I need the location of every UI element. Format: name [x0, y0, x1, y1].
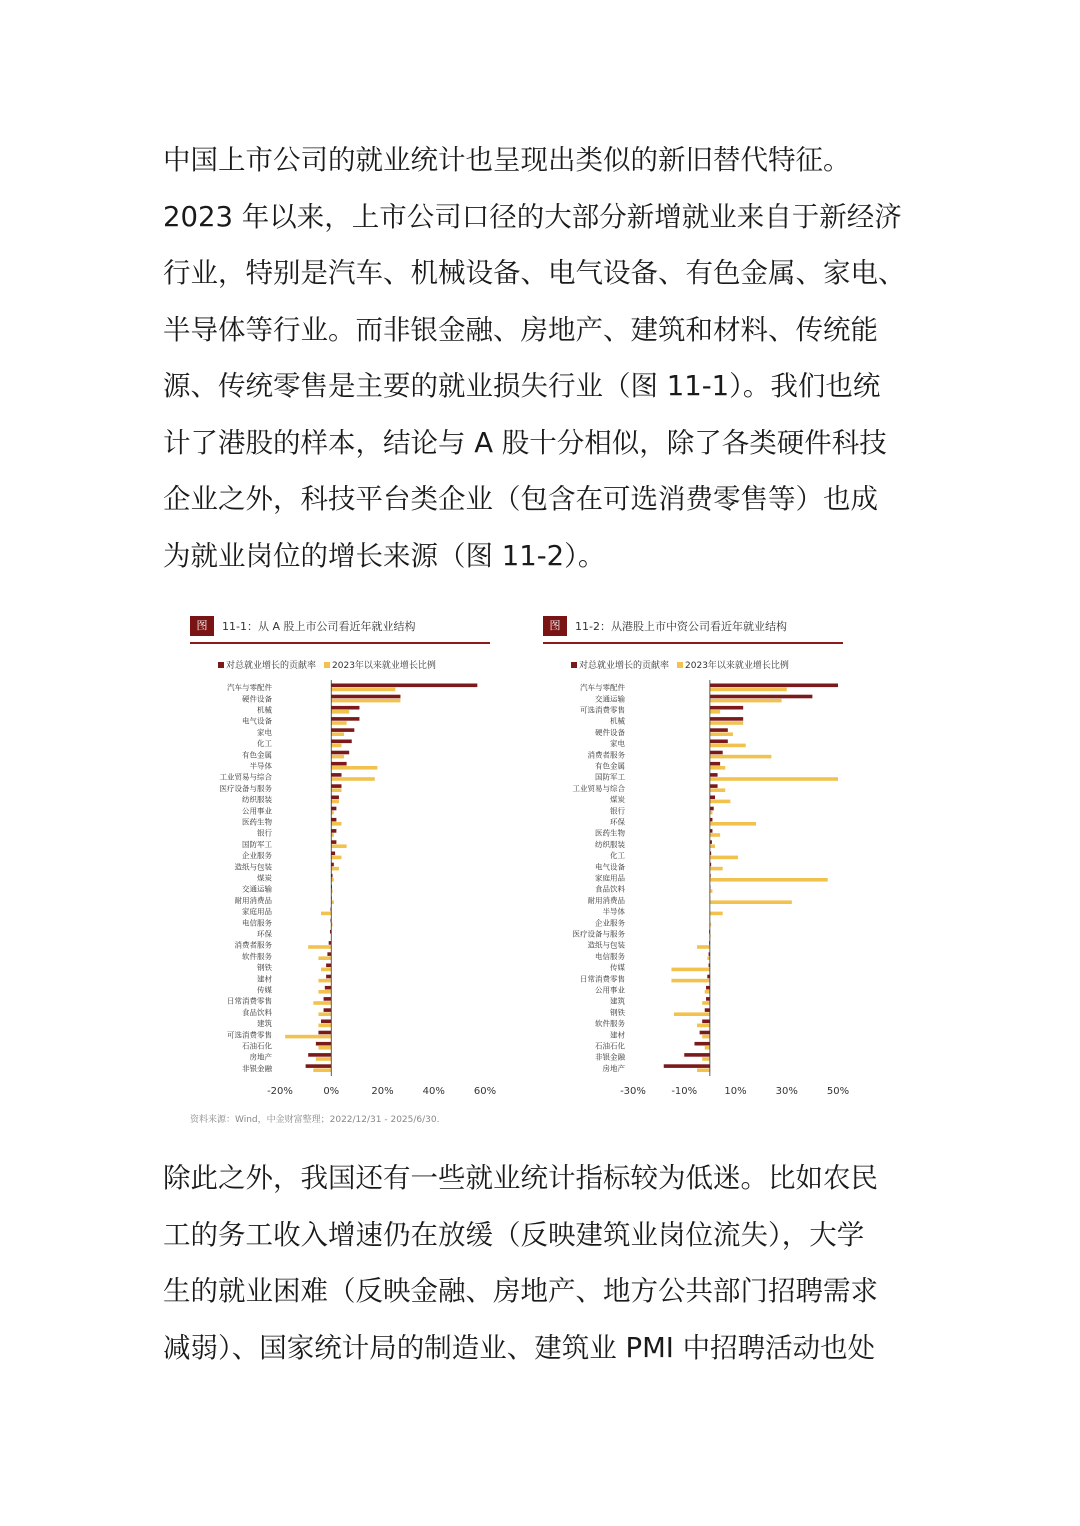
bar-contribution: [710, 762, 720, 766]
category-label: 消费者服务: [587, 750, 625, 760]
bar-contribution: [710, 784, 718, 788]
bar-contribution: [706, 986, 710, 990]
category-label: 电信服务: [242, 918, 272, 928]
bar-ratio: [331, 755, 344, 759]
x-tick-label: -10%: [671, 1086, 698, 1097]
category-label: 交通运输: [595, 694, 625, 704]
bar-ratio: [331, 710, 349, 714]
bar-ratio: [710, 755, 772, 759]
bar-ratio: [697, 1024, 710, 1028]
bar-ratio: [331, 800, 339, 804]
text-line: 为就业岗位的增长来源（图 11-2）。: [163, 539, 606, 572]
x-tick-label: 20%: [371, 1086, 394, 1097]
bar-ratio: [331, 856, 341, 860]
bar-contribution: [705, 1008, 710, 1012]
bar-ratio: [710, 788, 725, 792]
legend-swatch-ratio: [324, 662, 330, 668]
bar-ratio: [705, 990, 710, 994]
bar-contribution: [331, 695, 400, 699]
x-tick-label: 10%: [724, 1086, 747, 1097]
x-tick-label: 0%: [323, 1086, 340, 1097]
bar-ratio: [710, 856, 738, 860]
category-label: 银行: [257, 828, 272, 838]
bar-contribution: [321, 1020, 331, 1024]
figure-title-bar: [190, 606, 490, 644]
bar-ratio: [318, 1024, 331, 1028]
category-label: 企业服务: [595, 918, 625, 928]
bar-contribution: [331, 818, 336, 822]
bar-ratio: [331, 844, 346, 848]
bar-contribution: [710, 773, 718, 777]
legend-swatch-ratio: [677, 662, 683, 668]
figure-tag: 图: [190, 616, 214, 636]
bar-ratio: [331, 867, 339, 871]
bar-contribution: [324, 997, 332, 1001]
bar-ratio: [710, 777, 838, 781]
bar-ratio: [316, 1057, 331, 1061]
bar-contribution: [664, 1064, 710, 1068]
category-label: 日常消费零售: [227, 996, 272, 1006]
bar-contribution: [331, 684, 477, 688]
bar-ratio: [331, 777, 375, 781]
legend-label-contribution: 对总就业增长的贡献率: [579, 661, 670, 671]
category-label: 有色金属: [595, 761, 625, 771]
x-tick-label: 40%: [422, 1086, 445, 1097]
bar-ratio: [321, 968, 331, 972]
category-label: 机械: [257, 705, 272, 715]
bar-ratio: [318, 1046, 331, 1050]
category-label: 房地产: [249, 1052, 272, 1062]
category-label: 半导体: [249, 761, 272, 771]
bar-ratio: [710, 912, 723, 916]
text-line: 工的务工收入增速仍在放缓（反映建筑业岗位流失），大学: [163, 1218, 865, 1251]
bar-ratio: [710, 721, 743, 725]
category-label: 公用事业: [595, 985, 625, 995]
text-line: 除此之外，我国还有一些就业统计指标较为低迷。比如农民: [163, 1162, 878, 1194]
bar-contribution: [331, 807, 336, 811]
category-label: 可选消费零售: [227, 1030, 272, 1040]
bar-contribution: [331, 706, 359, 710]
category-label: 煤炭: [610, 795, 625, 805]
bar-contribution: [316, 1042, 331, 1046]
bar-contribution: [331, 829, 336, 833]
bar-contribution: [710, 695, 813, 699]
figure-title: 11-2：从港股上市中资公司看近年就业结构: [575, 620, 787, 633]
bar-contribution: [700, 1031, 710, 1035]
category-label: 工业贸易与综合: [219, 772, 272, 782]
category-label: 食品饮料: [595, 884, 625, 894]
bar-contribution: [318, 1031, 331, 1035]
text-line: 中国上市公司的就业统计也呈现出类似的新旧替代特征。: [163, 144, 851, 176]
category-label: 钢铁: [610, 1007, 625, 1017]
category-label: 公用事业: [242, 806, 272, 816]
category-label: 电气设备: [242, 716, 272, 726]
category-label: 国防军工: [595, 772, 625, 782]
category-label: 半导体: [602, 907, 625, 917]
bar-contribution: [710, 751, 723, 755]
category-label: 环保: [257, 929, 272, 939]
x-tick-label: 50%: [826, 1086, 850, 1097]
category-label: 传媒: [257, 985, 272, 995]
bar-ratio: [318, 1012, 331, 1016]
bar-contribution: [325, 986, 331, 990]
bar-contribution: [706, 997, 710, 1001]
category-label: 家庭用品: [242, 907, 272, 917]
bar-ratio: [710, 800, 731, 804]
category-label: 食品饮料: [242, 1007, 272, 1017]
paragraph-2: [163, 1150, 923, 1376]
bar-ratio: [710, 688, 787, 692]
bar-contribution: [331, 728, 354, 732]
category-label: 家电: [257, 727, 272, 737]
bar-ratio: [331, 788, 341, 792]
bar-ratio: [674, 1012, 710, 1016]
bar-ratio: [710, 833, 720, 837]
category-label: 建材: [257, 974, 272, 984]
category-label: 软件服务: [242, 951, 272, 961]
bar-ratio: [308, 945, 331, 949]
bar-contribution: [306, 1064, 332, 1068]
bar-ratio: [671, 979, 709, 983]
bar-contribution: [710, 706, 743, 710]
category-label: 可选消费零售: [580, 705, 625, 715]
text-line: 源、传统零售是主要的就业损失行业（图 11-1）。我们也统: [163, 370, 881, 402]
source-note: 资料来源：Wind，中金财富整理；2022/12/31 - 2025/6/30.: [190, 1115, 440, 1125]
category-label: 耐用消费品: [234, 895, 272, 905]
bar-ratio: [710, 878, 828, 882]
bar-contribution: [326, 975, 331, 979]
category-label: 国防军工: [242, 839, 272, 849]
text-line: 生的就业困难（反映金融、房地产、地方公共部门招聘需求: [163, 1275, 878, 1307]
bar-ratio: [331, 822, 341, 826]
category-label: 机械: [610, 716, 625, 726]
category-label: 有色金属: [242, 750, 272, 760]
bar-ratio: [710, 844, 715, 848]
category-label: 日常消费零售: [580, 974, 625, 984]
bar-ratio: [285, 1035, 331, 1039]
category-label: 化工: [610, 851, 625, 861]
bar-ratio: [331, 732, 344, 736]
bar-ratio: [710, 766, 725, 770]
bar-ratio: [710, 699, 782, 703]
category-label: 汽车与零配件: [227, 683, 272, 693]
bar-contribution: [331, 852, 335, 856]
figure-title-bar: [543, 606, 843, 644]
bar-ratio: [697, 945, 710, 949]
bar-ratio: [710, 732, 733, 736]
bar-contribution: [710, 717, 743, 721]
bar-contribution: [695, 1042, 710, 1046]
figure-hk-employment: [543, 606, 850, 1106]
text-line: 半导体等行业。而非银金融、房地产、建筑和材料、传统能: [163, 313, 878, 346]
text-line: 企业之外，科技平台类企业（包含在可选消费零售等）也成: [163, 483, 878, 515]
bar-contribution: [324, 1008, 332, 1012]
bar-contribution: [710, 728, 728, 732]
bar-ratio: [318, 990, 331, 994]
bar-contribution: [327, 952, 331, 956]
legend-swatch-contribution: [571, 662, 577, 668]
category-label: 石油石化: [242, 1041, 272, 1051]
category-label: 硬件设备: [242, 694, 272, 704]
bar-ratio: [331, 721, 346, 725]
bar-contribution: [326, 964, 331, 968]
bar-ratio: [705, 1046, 710, 1050]
bar-ratio: [321, 912, 331, 916]
category-label: 房地产: [602, 1063, 625, 1073]
bar-ratio: [710, 710, 720, 714]
bar-ratio: [318, 979, 331, 983]
category-label: 建材: [610, 1030, 625, 1040]
category-label: 银行: [610, 806, 625, 816]
category-label: 耐用消费品: [587, 895, 625, 905]
category-label: 企业服务: [242, 851, 272, 861]
text-line: 2023 年以来，上市公司口径的大部分新增就业来自于新经济: [163, 200, 902, 233]
bar-contribution: [710, 796, 715, 800]
bar-contribution: [331, 751, 349, 755]
category-label: 非银金融: [595, 1052, 625, 1062]
bar-contribution: [331, 717, 359, 721]
category-label: 医药生物: [595, 828, 625, 838]
bar-ratio: [710, 900, 792, 904]
bar-contribution: [331, 796, 339, 800]
category-label: 工业贸易与综合: [572, 783, 625, 793]
x-tick-label: -20%: [267, 1086, 293, 1097]
bar-ratio: [331, 699, 400, 703]
bar-ratio: [710, 822, 756, 826]
bar-contribution: [331, 740, 352, 744]
bar-contribution: [308, 1053, 331, 1057]
text-line: 减弱）、国家统计局的制造业、建筑业 PMI 中招聘活动也处: [163, 1331, 876, 1364]
figure-title: 11-1：从 A 股上市公司看近年就业结构: [222, 620, 416, 633]
category-label: 电信服务: [595, 951, 625, 961]
category-label: 纺织服装: [595, 839, 625, 849]
bar-contribution: [331, 840, 336, 844]
category-label: 电气设备: [595, 862, 625, 872]
category-label: 化工: [257, 739, 272, 749]
category-label: 钢铁: [257, 963, 272, 973]
bar-ratio: [313, 1001, 331, 1005]
category-label: 造纸与包装: [587, 940, 625, 950]
bar-contribution: [702, 1020, 710, 1024]
x-tick-label: 60%: [473, 1086, 497, 1097]
x-tick-label: -30%: [620, 1086, 646, 1097]
category-label: 石油石化: [595, 1041, 625, 1051]
bar-ratio: [702, 1057, 710, 1061]
legend-swatch-contribution: [218, 662, 224, 668]
category-label: 软件服务: [595, 1019, 625, 1029]
category-label: 非银金融: [242, 1063, 272, 1073]
bar-ratio: [710, 744, 746, 748]
bar-chart-a-share: [190, 670, 497, 1100]
category-label: 硬件设备: [595, 727, 625, 737]
category-label: 医药生物: [242, 817, 272, 827]
bar-contribution: [710, 684, 838, 688]
figure-a-share-employment: [190, 606, 497, 1106]
category-label: 传媒: [610, 963, 625, 973]
bar-contribution: [331, 784, 341, 788]
bar-contribution: [710, 807, 714, 811]
category-label: 家电: [610, 739, 625, 749]
category-label: 环保: [610, 817, 625, 827]
bar-ratio: [702, 1035, 710, 1039]
category-label: 纺织服装: [242, 795, 272, 805]
bar-ratio: [331, 766, 377, 770]
bar-contribution: [331, 762, 346, 766]
bar-ratio: [710, 867, 723, 871]
category-label: 医疗设备与服务: [572, 929, 625, 939]
legend-label-ratio: 2023年以来就业增长比例: [332, 661, 436, 671]
category-label: 汽车与零配件: [580, 683, 625, 693]
category-label: 家庭用品: [595, 873, 625, 883]
category-label: 建筑: [257, 1019, 272, 1029]
paragraph-1: [163, 132, 923, 584]
legend-label-ratio: 2023年以来就业增长比例: [685, 661, 789, 671]
bar-chart-hk-share: [543, 670, 850, 1100]
bar-contribution: [710, 740, 728, 744]
bar-ratio: [331, 744, 341, 748]
legend-label-contribution: 对总就业增长的贡献率: [226, 661, 317, 671]
text-line: 行业，特别是汽车、机械设备、电气设备、有色金属、家电、: [163, 257, 906, 289]
category-label: 造纸与包装: [234, 862, 272, 872]
category-label: 煤炭: [257, 873, 272, 883]
bar-ratio: [697, 1068, 710, 1072]
bar-ratio: [702, 1001, 710, 1005]
category-label: 医疗设备与服务: [219, 783, 272, 793]
bar-ratio: [313, 1068, 331, 1072]
bar-ratio: [318, 956, 331, 960]
bar-contribution: [331, 773, 341, 777]
category-label: 消费者服务: [234, 940, 272, 950]
bar-ratio: [331, 688, 395, 692]
bar-ratio: [671, 968, 709, 972]
text-line: 计了港股的样本，结论与 A 股十分相似，除了各类硬件科技: [163, 426, 887, 459]
figure-tag: 图: [543, 616, 567, 636]
x-tick-label: 30%: [775, 1086, 798, 1097]
category-label: 交通运输: [242, 884, 272, 894]
bar-contribution: [684, 1053, 710, 1057]
category-label: 建筑: [610, 996, 625, 1006]
